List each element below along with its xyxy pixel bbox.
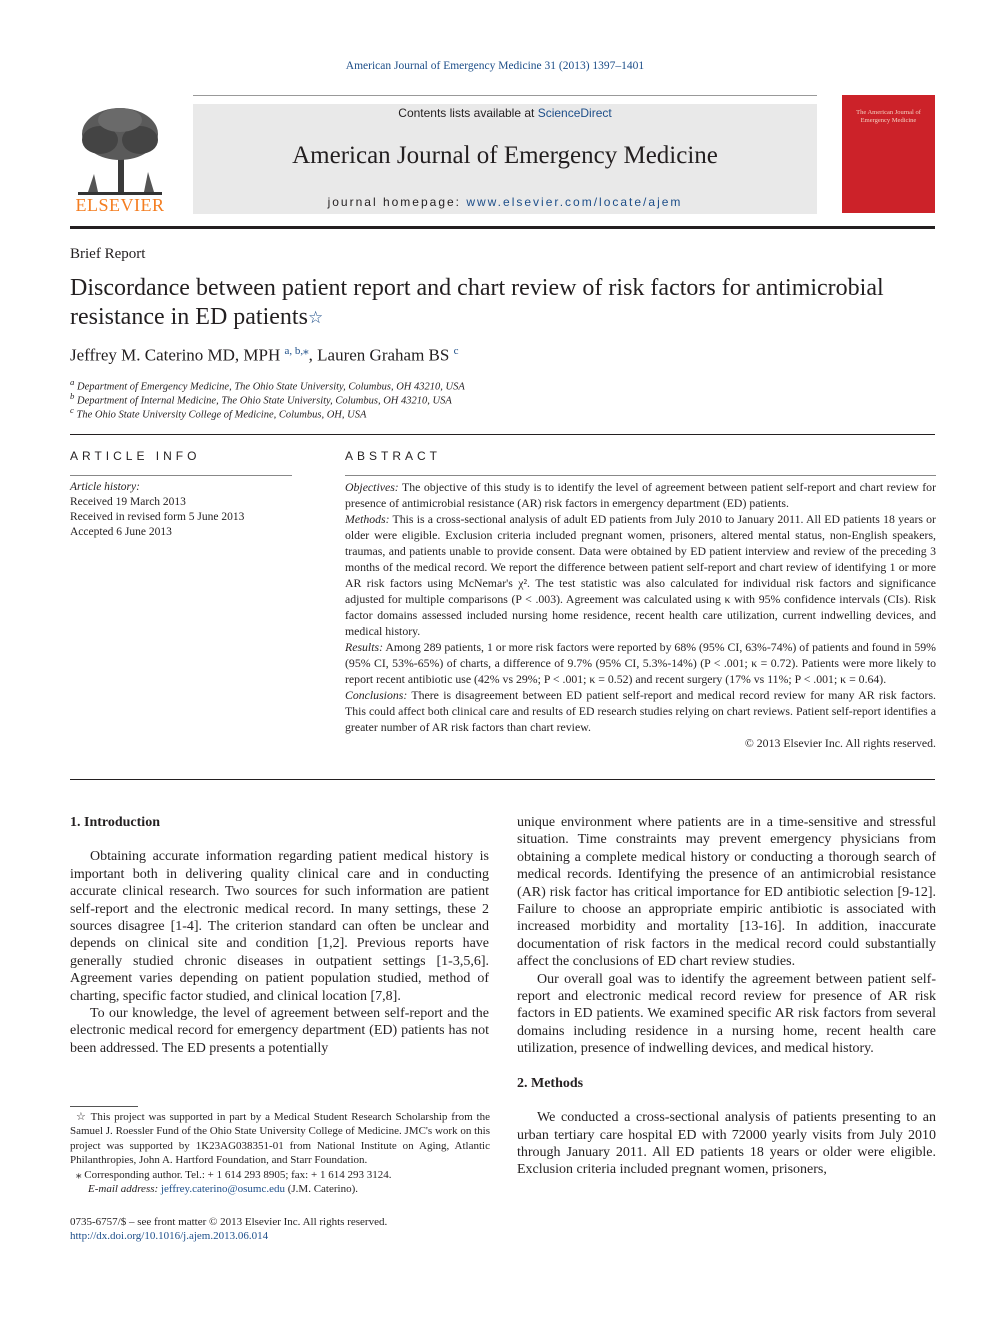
email-suffix: (J.M. Caterino). (284, 1183, 358, 1196)
conclusions-text: There is disagreement between ED patient self-report and medical record review for many AR risk factors. This could affect both clinical care and results of ED research studies relying on chart reviews. Patient self-report identifies a greater number of AR risk factors than chart review. (345, 688, 936, 734)
affiliation-text: Department of Internal Medicine, The Ohio State University, Columbus, OH 43210, USA (77, 395, 452, 407)
author-1: Jeffrey M. Caterino MD, MPH (70, 345, 281, 365)
elsevier-wordmark: ELSEVIER (75, 195, 165, 215)
affiliation-mark: a (70, 377, 75, 387)
footnotes (70, 1110, 490, 1196)
funding-star-icon: ☆ (76, 1111, 87, 1123)
author-separator: , (308, 345, 318, 365)
homepage-label: journal homepage: (327, 195, 467, 209)
accepted-date: Accepted 6 June 2013 (70, 526, 172, 538)
affiliation-text: Department of Emergency Medicine, The Ohio State University, Columbus, OH 43210, USA (77, 381, 465, 393)
email-label: E-mail address: (88, 1183, 161, 1196)
objectives-text: The objective of this study is to identify the level of agreement between patient self-report and chart review for presence of antimicrobial resistance (AR) risk factors in emergency department (ED) patients. (345, 480, 936, 510)
issn-line: 0735-6757/$ – see front matter © 2013 Elsevier Inc. All rights reserved. (70, 1216, 388, 1228)
journal-homepage (193, 195, 817, 209)
introduction-paragraph-1: Obtaining accurate information regarding patient medical history is important both in delivering quality clinical care and in conducting accurate clinical research. Two sources for such information are patient self-report and the electronic medical record. In many settings, these 2 sources disagree [1-4]. The criterion standard can often be unclear and depends on clinical site and condition [1,2]. Previous reports have generally studied chronic diseases in outpatient settings [1-3,5,6]. Agreement varies depending on patient population studied, method of charting, specific factor studied, and clinical location [7,8]. (70, 849, 489, 1004)
affiliation-text: The Ohio State University College of Medicine, Columbus, OH, USA (76, 409, 367, 421)
corresponding-text: Corresponding author. Tel.: + 1 614 293 8905; fax: + 1 614 293 3124. (81, 1168, 392, 1181)
tree-logo-icon (68, 104, 172, 196)
abstract-heading: ABSTRACT (345, 449, 442, 463)
objectives-label: Objectives: (345, 480, 399, 494)
funding-text: This project was supported in part by a Medical Student Research Scholarship from the Samuel J. Roessler Fund of the Ohio State University College of Medicine. JMC's work on this project was supported by 1K23AG038351-01 from National Institute on Aging, Atlantic Philanthropies, John A. Hartford Foundation, and Starr Foundation. (70, 1111, 490, 1167)
affiliation-c (70, 405, 366, 421)
article-type: Brief Report (70, 246, 146, 262)
corresponding-mark: ⁎ (76, 1168, 82, 1181)
sciencedirect-link[interactable]: ScienceDirect (537, 106, 612, 120)
methods-label: Methods: (345, 512, 390, 526)
elsevier-logo[interactable] (68, 104, 172, 216)
conclusions-label: Conclusions: (345, 688, 408, 702)
doi-link[interactable]: http://dx.doi.org/10.1016/j.ajem.2013.06.014 (70, 1230, 269, 1243)
email-footnote (70, 1182, 490, 1196)
journal-masthead (193, 104, 817, 214)
introduction-paragraph-2: To our knowledge, the level of agreement between self-report and the electronic medical record for emergency department (ED) patients has not been addressed. The ED presents a potentially (70, 1006, 489, 1056)
abstract-divider (70, 779, 935, 780)
author-2-affiliation-marks[interactable]: c (453, 345, 459, 357)
funding-footnote (70, 1110, 490, 1168)
results-label: Results: (345, 640, 384, 654)
article-title (70, 274, 940, 332)
methods-paragraph-1: We conducted a cross-sectional analysis of patients presenting to an urban tertiary care hospital ED with 72000 yearly visits from July 2010 through January 2011. All ED patients 18 years or older were eligible. Exclusion criteria included pregnant women, prisoners, (517, 1110, 936, 1178)
footnote-rule (70, 1106, 138, 1107)
abstract-conclusions (345, 687, 936, 735)
front-matter (70, 1215, 387, 1244)
introduction-paragraph-4: Our overall goal was to identify the agreement between patient self-report and electronic medical record review for presence of AR risk factors in ED patients. We examined specific AR risk factors from several domains including residence in a nursing home, recent health care utilization, presence of indwelling devices, and medical history. (517, 971, 936, 1057)
cover-title: The American Journal of Emergency Medicine (856, 109, 921, 124)
title-line-2: resistance in ED patients (70, 304, 308, 330)
author-1-affiliation-marks[interactable]: a, b,⁎ (284, 345, 309, 357)
article-history (70, 480, 244, 540)
revised-date: Received in revised form 5 June 2013 (70, 511, 245, 523)
methods-text: This is a cross-sectional analysis of adult ED patients from July 2010 to January 2011. All ED patients 18 years or older were eligible. Exclusion criteria included pregnant women, prisoners, altered mental status, non-English speakers, traumas, and patients unable to provide consent. Data were obtained by ED patient interview and review of the preceding 3 months of the medical record. We report the difference between patient self-report and chart review of identifying 1 or more AR risk factors using McNemar's χ². The test statistic was also calculated for individual risk factors and significance adjusted for multiple comparisons (P < .003). Agreement was calculated using κ with 95% confidence intervals (CIs). Risk factor domains assessed included nursing home residence, recent health care utilization, current indwelling devices, and medical history. (345, 512, 936, 638)
abstract-objectives (345, 479, 936, 511)
left-column (70, 814, 489, 1057)
homepage-link[interactable]: www.elsevier.com/locate/ajem (466, 195, 683, 209)
received-date: Received 19 March 2013 (70, 496, 186, 508)
author-list (70, 344, 459, 366)
masthead-top-rule (193, 95, 817, 96)
article-info-rule (70, 475, 292, 476)
abstract-rule (345, 475, 936, 476)
contents-prefix: Contents lists available at (398, 106, 538, 120)
right-column (517, 814, 936, 1179)
article-info-heading: ARTICLE INFO (70, 449, 201, 463)
affiliation-divider (70, 434, 935, 435)
abstract-methods (345, 511, 936, 639)
contents-line (193, 106, 817, 120)
methods-heading: 2. Methods (517, 1075, 584, 1091)
introduction-paragraph-3: unique environment where patients are in a time-sensitive and stressful situation. Time constraints may prevent emergency physicians from obtaining a complete medical history or conducting a thorough search of medical records. Identifying the presence of an antimicrobial resistance (AR) risk factor has critical importance for ED antibiotic selection [9-12]. Failure to choose an appropriate empiric antibiotic is associated with increased morbidity and mortality [13-16]. In addition, inaccurate documentation of risk factors in the medical record could substantially affect the conclusions of ED chart review studies. (517, 815, 936, 970)
corresponding-footnote (70, 1168, 490, 1182)
journal-title: American Journal of Emergency Medicine (292, 142, 718, 169)
results-text: Among 289 patients, 1 or more risk factors were reported by 68% (95% CI, 63%-74%) of patients and found in 59% (95% CI, 53%-65%) of charts, a difference of 9.7% (95% CI, 5.3%-14%) (P < .001; κ = 0.72). Patients were more likely to report recent antibiotic use (42% vs 29%; P < .001; κ = 0.52) and recent surgery (17% vs 11%; P < .001; κ = 0.64). (345, 640, 936, 686)
introduction-heading: 1. Introduction (70, 815, 160, 830)
journal-citation[interactable]: American Journal of Emergency Medicine 31 (2013) 1397–1401 (345, 60, 645, 72)
affiliation-mark: b (70, 391, 75, 401)
header-divider (70, 226, 935, 229)
email-link[interactable]: jeffrey.caterino@osumc.edu (160, 1183, 285, 1196)
author-2: Lauren Graham BS (317, 345, 450, 365)
history-label: Article history: (70, 481, 140, 493)
abstract-copyright: © 2013 Elsevier Inc. All rights reserved. (744, 736, 936, 750)
affiliation-mark: c (70, 405, 74, 415)
abstract-body (345, 479, 936, 751)
journal-cover-thumbnail[interactable] (842, 95, 935, 213)
title-line-1: Discordance between patient report and chart review of risk factors for antimicrobial (70, 275, 884, 301)
abstract-results (345, 639, 936, 687)
title-footnote-star-icon[interactable]: ☆ (307, 308, 324, 327)
